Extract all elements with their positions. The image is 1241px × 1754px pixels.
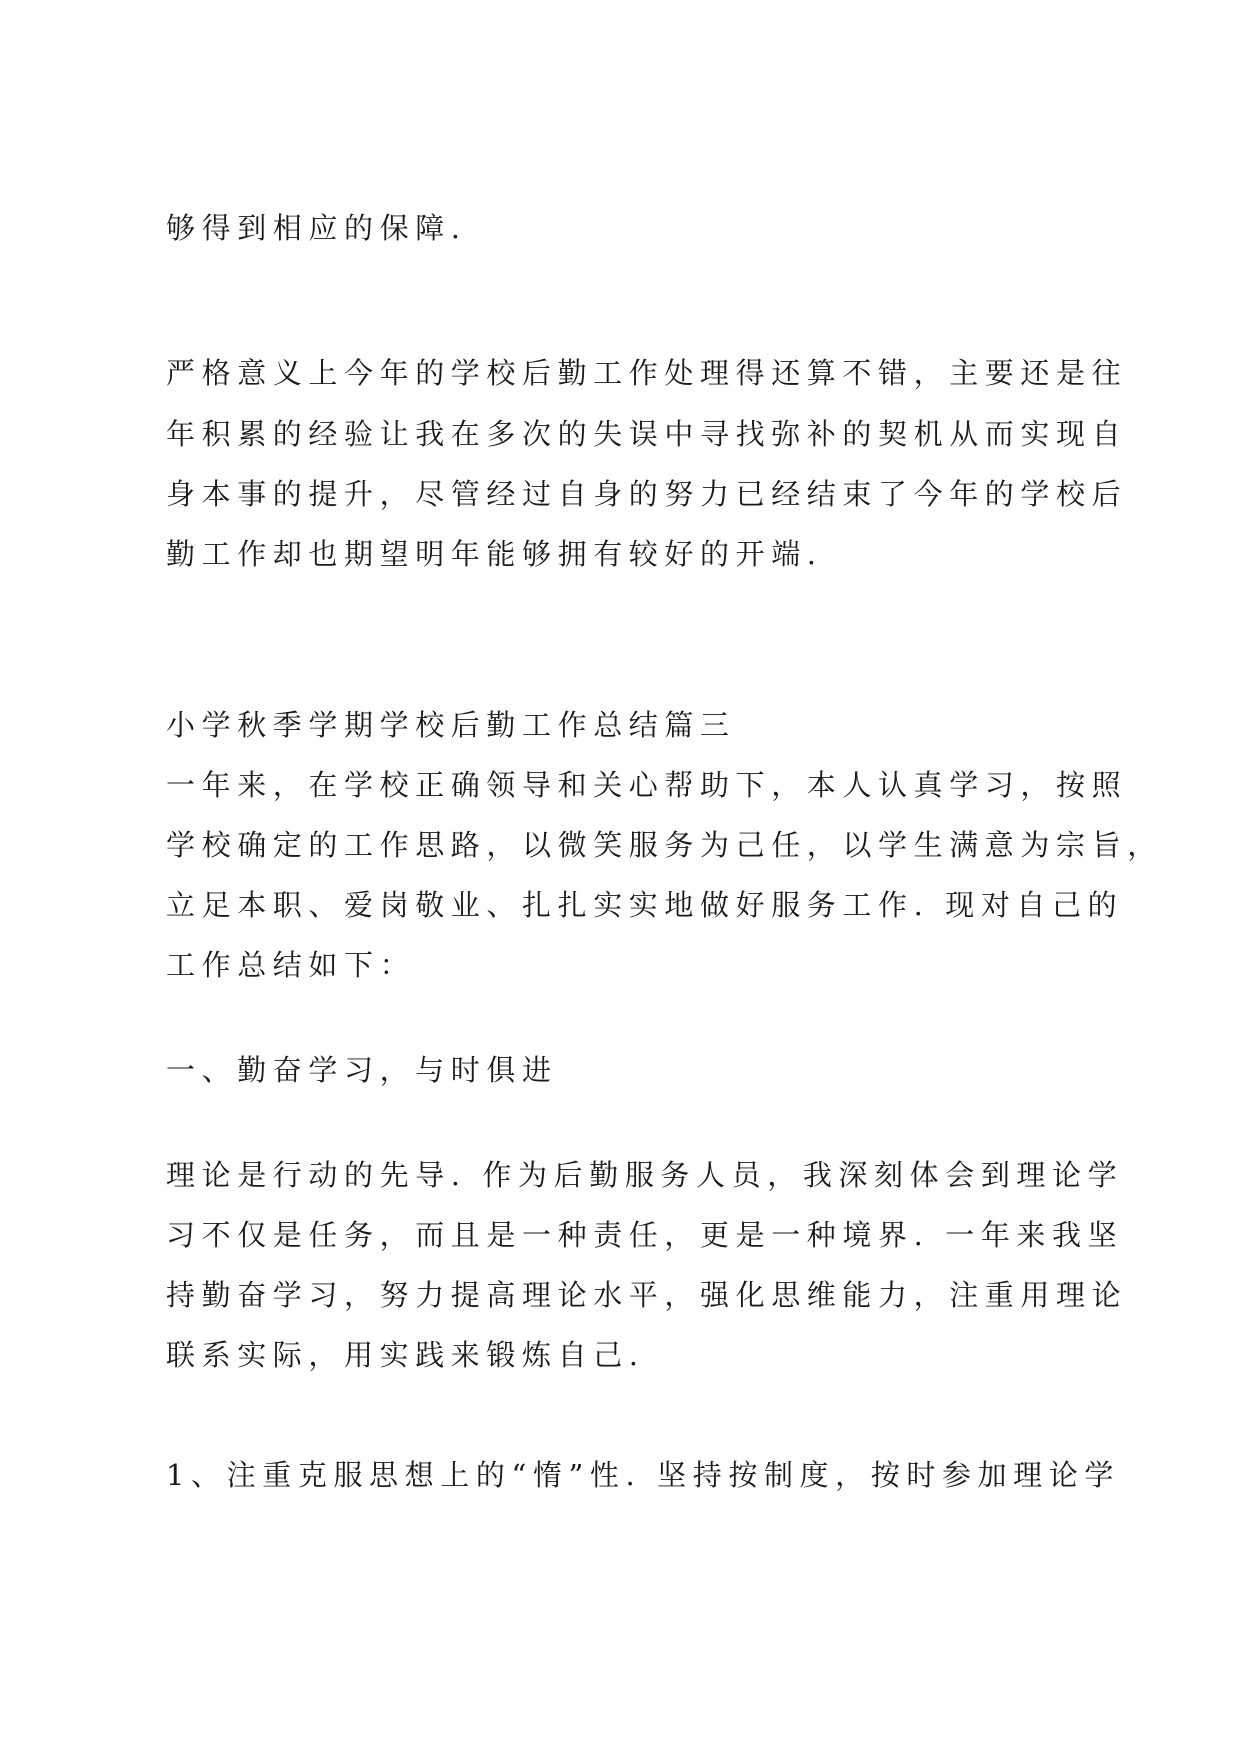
heading-1: 一、勤奋学习，与时俱进 <box>166 1053 558 1087</box>
section-title: 小学秋季学期学校后勤工作总结篇三 <box>166 708 736 742</box>
intro-line: 工作总结如下： <box>166 948 416 982</box>
paragraph-line: 习不仅是任务，而且是一种责任，更是一种境界. 一年来我坚 <box>166 1218 1124 1252</box>
intro-line: 立足本职、爱岗敬业、扎扎实实地做好服务工作. 现对自己的 <box>166 888 1124 922</box>
paragraph-line: 严格意义上今年的学校后勤工作处理得还算不错，主要还是往 <box>166 356 1128 390</box>
paragraph-line: 身本事的提升，尽管经过自身的努力已经结束了今年的学校后 <box>166 477 1128 511</box>
paragraph-line: 年积累的经验让我在多次的失误中寻找弥补的契机从而实现自 <box>166 417 1128 451</box>
paragraph-line: 理论是行动的先导. 作为后勤服务人员，我深刻体会到理论学 <box>166 1158 1124 1192</box>
paragraph-line: 持勤奋学习，努力提高理论水平，强化思维能力，注重用理论 <box>166 1278 1128 1312</box>
continuation-line: 够得到相应的保障. <box>166 211 467 245</box>
intro-line: 一年来，在学校正确领导和关心帮助下，本人认真学习，按照 <box>166 768 1128 802</box>
intro-line: 学校确定的工作思路，以微笑服务为己任，以学生满意为宗旨， <box>166 828 1163 862</box>
numbered-item-line: 1、注重克服思想上的“惰”性. 坚持按制度，按时参加理论学 <box>166 1458 1120 1492</box>
paragraph-line: 勤工作却也期望明年能够拥有较好的开端. <box>166 537 823 571</box>
paragraph-line: 联系实际，用实践来锻炼自己. <box>166 1338 645 1372</box>
